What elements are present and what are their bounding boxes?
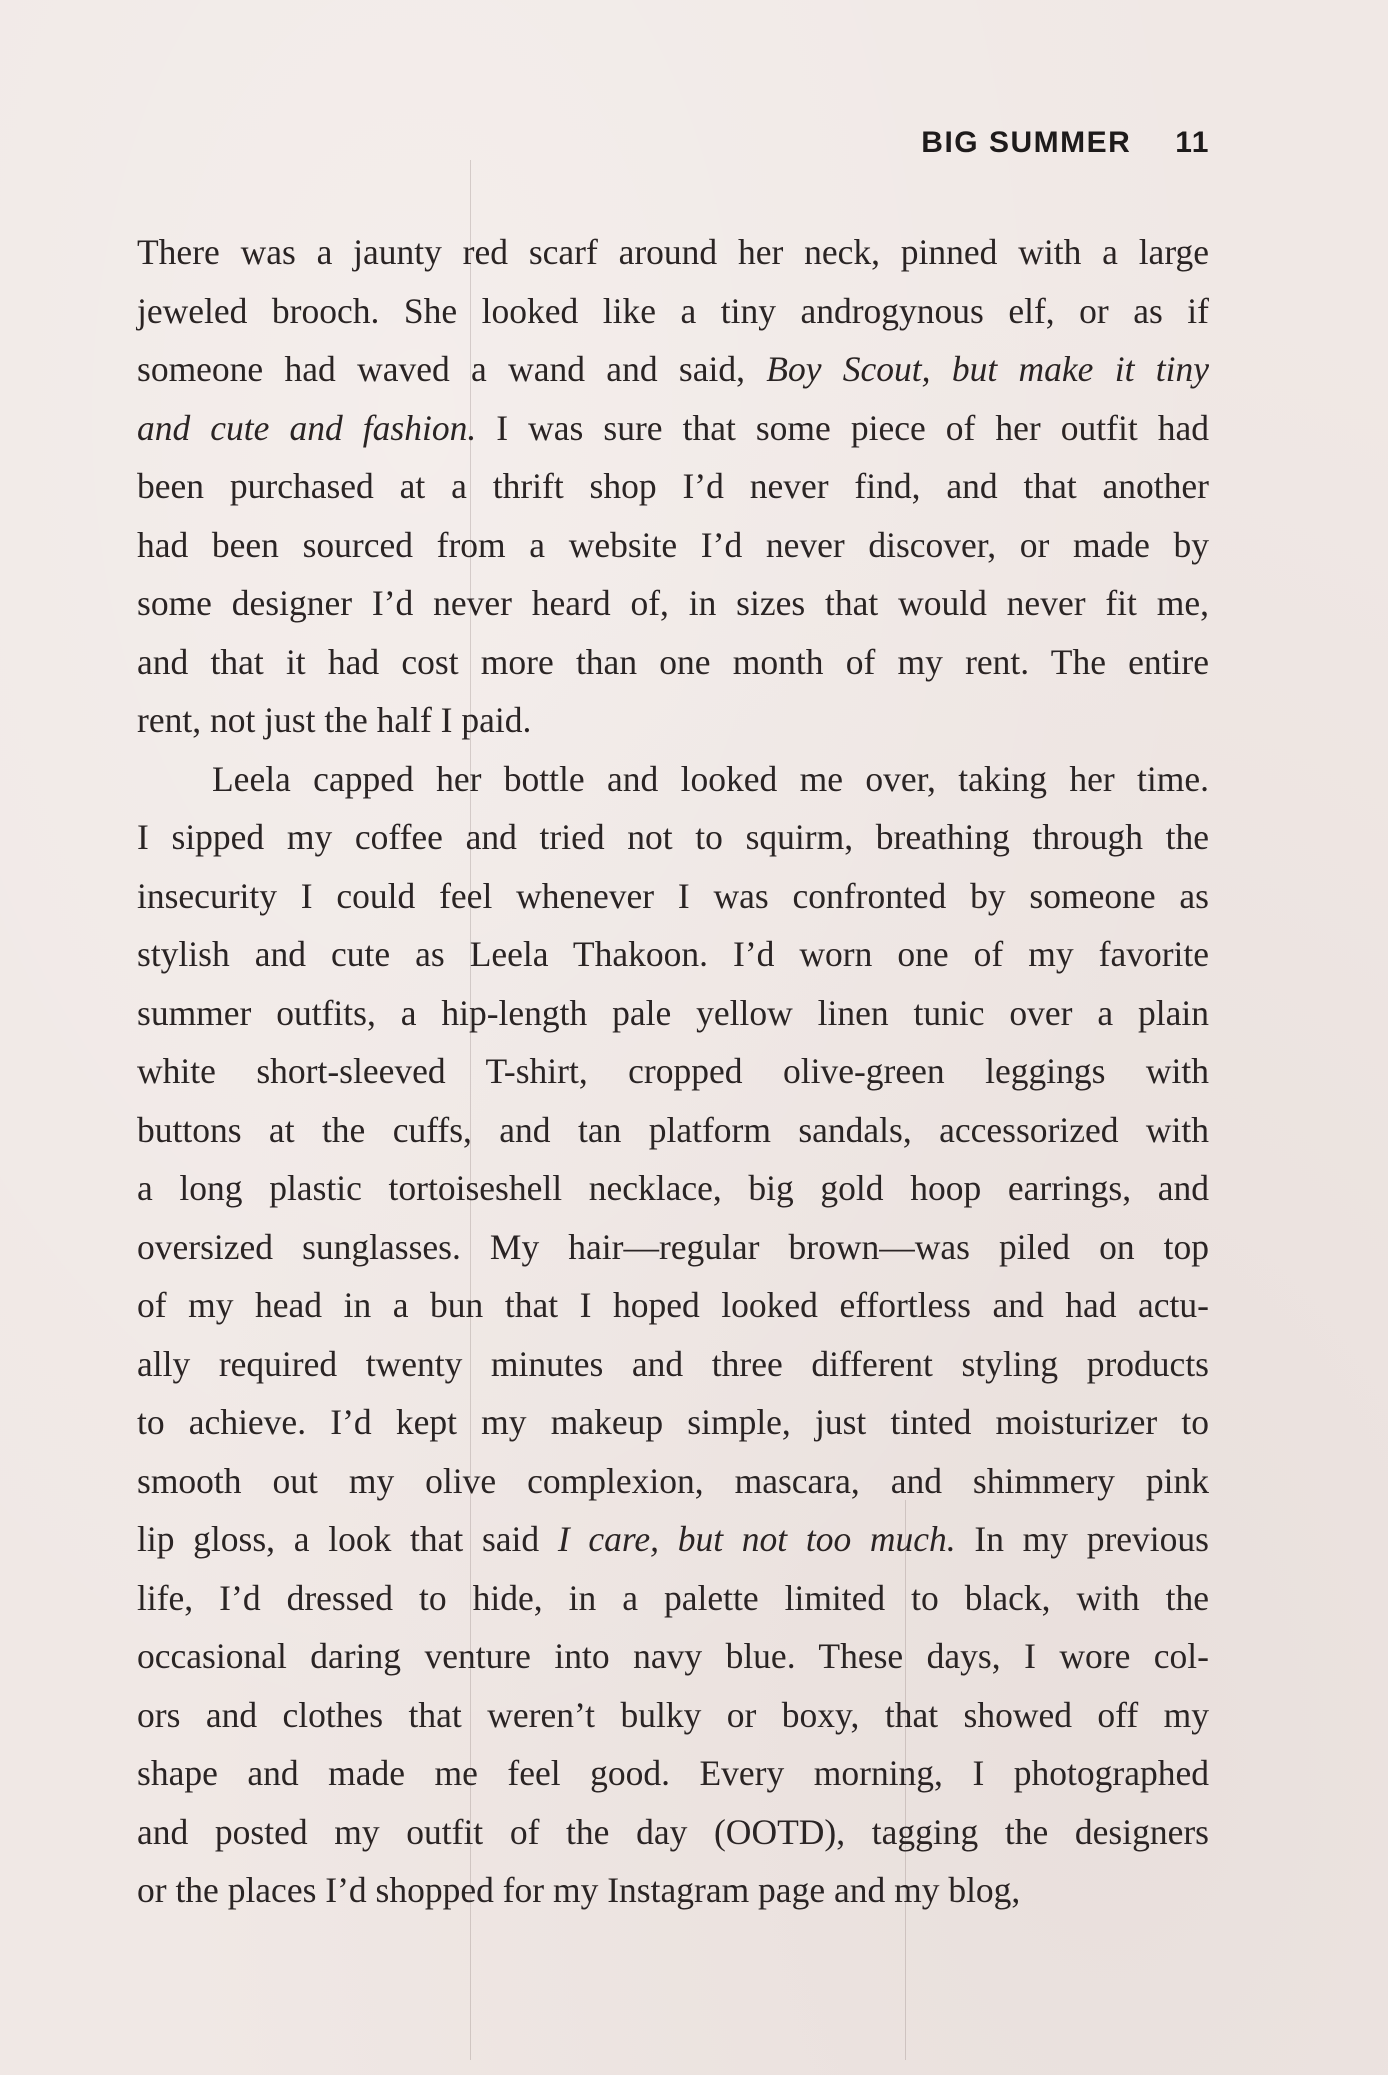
text-run: someone had waved a wand and said, bbox=[137, 349, 767, 389]
text-line bbox=[137, 633, 1209, 692]
text-line bbox=[137, 867, 1209, 926]
text-run: rent, not just the half I paid. bbox=[137, 700, 532, 740]
text-line bbox=[137, 984, 1209, 1043]
text-run: Leela capped her bottle and looked me over, taking her time. bbox=[212, 758, 1209, 799]
text-line bbox=[137, 516, 1209, 575]
text-run: occasional daring venture into navy blue. These days, I wore col- bbox=[137, 1636, 1209, 1676]
text-line bbox=[137, 1042, 1209, 1101]
text-run: In my previous bbox=[955, 1519, 1209, 1559]
text-line bbox=[137, 1803, 1209, 1862]
text-run: a long plastic tortoiseshell necklace, big gold hoop earrings, and bbox=[137, 1168, 1209, 1208]
text-line bbox=[137, 1744, 1209, 1803]
text-run: There was a jaunty red scarf around her neck, pinned with a large bbox=[137, 232, 1209, 272]
italic-text: and cute and fashion. bbox=[137, 407, 477, 448]
text-run: I sipped my coffee and tried not to squirm, breathing through the bbox=[137, 817, 1209, 857]
text-line bbox=[137, 1627, 1209, 1686]
text-run: smooth out my olive complexion, mascara, and shimmery pink bbox=[137, 1460, 1209, 1501]
text-line bbox=[137, 1569, 1209, 1628]
text-line bbox=[137, 1861, 1209, 1920]
text-run: jeweled brooch. She looked like a tiny androgynous elf, or as if bbox=[137, 290, 1209, 331]
page-number: 11 bbox=[1175, 126, 1210, 159]
text-run: and posted my outfit of the day (OOTD), tagging the designers bbox=[137, 1811, 1209, 1852]
text-line bbox=[137, 1276, 1209, 1335]
text-line bbox=[137, 223, 1209, 282]
text-run: and that it had cost more than one month of my rent. The entire bbox=[137, 641, 1209, 682]
text-line bbox=[137, 1393, 1209, 1452]
text-run: ally required twenty minutes and three different styling products bbox=[137, 1343, 1209, 1384]
paragraph bbox=[137, 223, 1209, 750]
text-run: to achieve. I’d kept my makeup simple, just tinted moisturizer to bbox=[137, 1402, 1209, 1442]
body-text bbox=[137, 223, 1209, 1920]
text-run: summer outfits, a hip-length pale yellow linen tunic over a plain bbox=[137, 992, 1209, 1033]
text-run: or the places I’d shopped for my Instagram page and my blog, bbox=[137, 1870, 1021, 1910]
text-run: been purchased at a thrift shop I’d never find, and that another bbox=[137, 466, 1209, 506]
text-line bbox=[137, 574, 1209, 633]
text-run: ors and clothes that weren’t bulky or boxy, that showed off my bbox=[137, 1694, 1209, 1735]
text-run: stylish and cute as Leela Thakoon. I’d worn one of my favorite bbox=[137, 934, 1209, 974]
text-line bbox=[137, 1686, 1209, 1745]
text-run: some designer I’d never heard of, in sizes that would never fit me, bbox=[137, 583, 1209, 623]
text-line bbox=[137, 750, 1209, 809]
paragraph bbox=[137, 750, 1209, 1920]
text-run: of my head in a bun that I hoped looked effortless and had actu- bbox=[137, 1285, 1209, 1325]
running-title: BIG SUMMER bbox=[921, 126, 1132, 159]
text-run: insecurity I could feel whenever I was confronted by someone as bbox=[137, 875, 1209, 916]
text-line bbox=[137, 1218, 1209, 1277]
text-run: shape and made me feel good. Every morning, I photographed bbox=[137, 1753, 1209, 1793]
text-line bbox=[137, 925, 1209, 984]
text-run: white short-sleeved T-shirt, cropped olive-green leggings with bbox=[137, 1051, 1209, 1091]
text-line bbox=[137, 340, 1209, 399]
text-run: oversized sunglasses. My hair—regular brown—was piled on top bbox=[137, 1226, 1209, 1267]
text-line bbox=[137, 282, 1209, 341]
text-line bbox=[137, 808, 1209, 867]
text-run: lip gloss, a look that said bbox=[137, 1519, 558, 1559]
text-run: I was sure that some piece of her outfit had bbox=[476, 407, 1209, 448]
text-line bbox=[137, 457, 1209, 516]
text-line bbox=[137, 691, 1209, 750]
text-line bbox=[137, 1510, 1209, 1569]
text-line bbox=[137, 1335, 1209, 1394]
text-run: had been sourced from a website I’d never discover, or made by bbox=[137, 524, 1209, 565]
text-run: buttons at the cuffs, and tan platform sandals, accessorized with bbox=[137, 1109, 1209, 1150]
text-line bbox=[137, 1159, 1209, 1218]
italic-text: I care, but not too much. bbox=[557, 1519, 956, 1559]
running-header bbox=[921, 126, 1210, 160]
text-run: life, I’d dressed to hide, in a palette limited to black, with the bbox=[137, 1577, 1209, 1618]
text-line bbox=[137, 1452, 1209, 1511]
text-line bbox=[137, 399, 1209, 458]
italic-text: Boy Scout, but make it tiny bbox=[766, 349, 1209, 389]
text-line bbox=[137, 1101, 1209, 1160]
